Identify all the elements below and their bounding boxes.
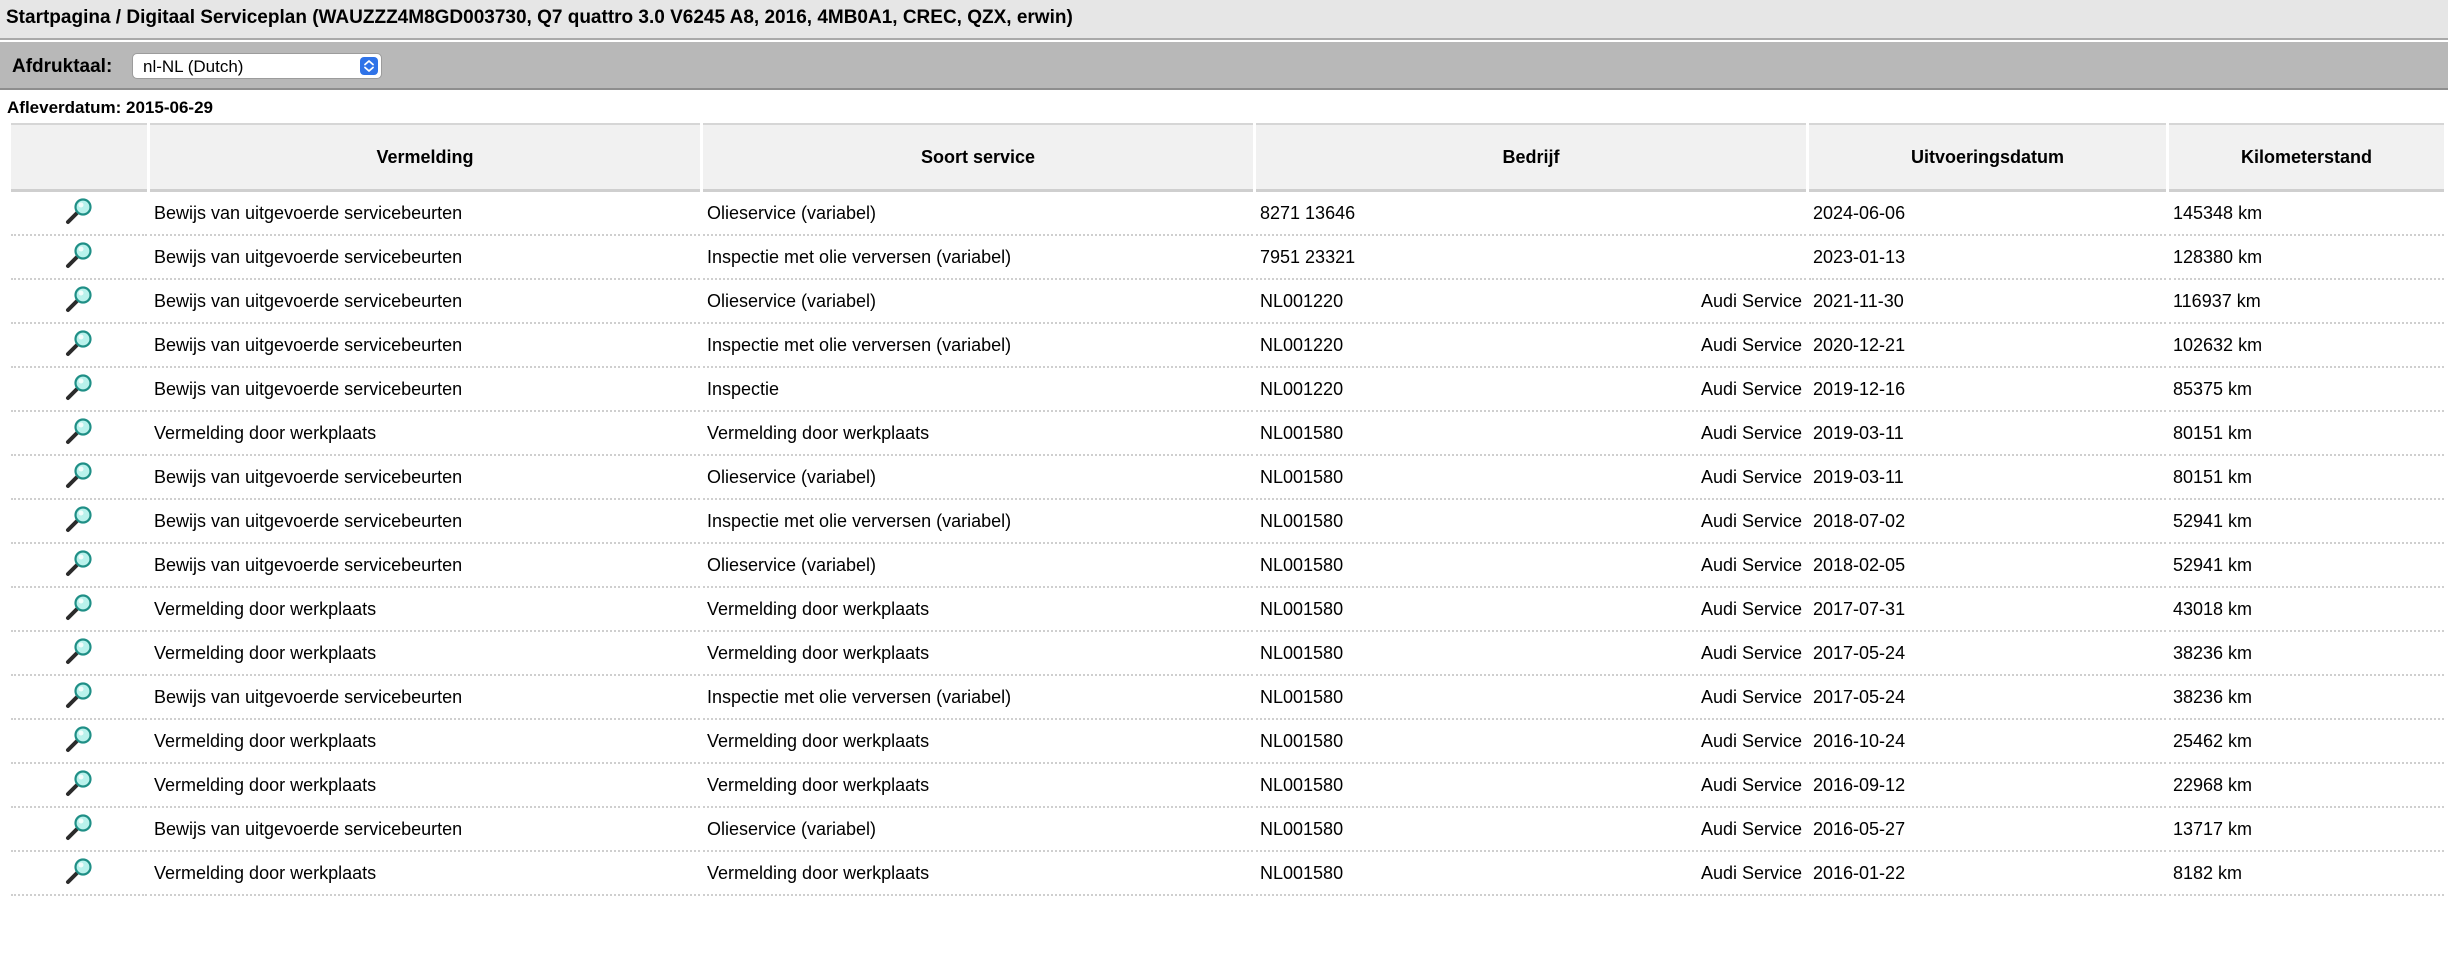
row-action-cell xyxy=(11,324,147,368)
magnifier-icon[interactable] xyxy=(64,724,94,759)
cell-company xyxy=(1256,324,1806,368)
cell-entry: Bewijs van uitgevoerde servicebeurten xyxy=(150,676,700,720)
cell-entry: Vermelding door werkplaats xyxy=(150,588,700,632)
print-language-label: Afdruktaal: xyxy=(12,56,113,77)
company-id: NL001580 xyxy=(1260,422,1344,443)
cell-service-type: Olieservice (variabel) xyxy=(703,456,1253,500)
magnifier-icon[interactable] xyxy=(64,416,94,451)
breadcrumb: Startpagina / Digitaal Serviceplan (WAUZZZ4M8GD003730, Q7 quattro 3.0 V6245 A8, 2016, 4MB0A1, CREC, QZX, erwin) xyxy=(6,7,1073,28)
cell-execution-date: 2021-11-30 xyxy=(1809,280,2166,324)
magnifier-icon[interactable] xyxy=(64,856,94,891)
table-row xyxy=(11,456,2444,500)
cell-execution-date: 2019-03-11 xyxy=(1809,412,2166,456)
cell-entry: Bewijs van uitgevoerde servicebeurten xyxy=(150,236,700,280)
row-action-cell xyxy=(11,764,147,808)
cell-service-type: Inspectie met olie verversen (variabel) xyxy=(703,500,1253,544)
cell-service-type: Vermelding door werkplaats xyxy=(703,764,1253,808)
cell-company xyxy=(1256,720,1806,764)
company-name: Audi Service xyxy=(1700,818,1802,839)
magnifier-icon[interactable] xyxy=(64,284,94,319)
updown-chevron-icon xyxy=(360,57,378,75)
cell-entry: Vermelding door werkplaats xyxy=(150,852,700,896)
cell-service-type: Vermelding door werkplaats xyxy=(703,412,1253,456)
company-name: Audi Service xyxy=(1700,334,1802,355)
cell-execution-date: 2023-01-13 xyxy=(1809,236,2166,280)
cell-mileage: 85375 km xyxy=(2169,368,2444,412)
company-name: Audi Service xyxy=(1700,290,1802,311)
cell-execution-date: 2016-05-27 xyxy=(1809,808,2166,852)
row-action-cell xyxy=(11,192,147,236)
magnifier-icon[interactable] xyxy=(64,328,94,363)
cell-company xyxy=(1256,368,1806,412)
table-row xyxy=(11,412,2444,456)
cell-company xyxy=(1256,852,1806,896)
cell-entry: Bewijs van uitgevoerde servicebeurten xyxy=(150,368,700,412)
cell-company xyxy=(1256,764,1806,808)
header-execution-date: Uitvoeringsdatum xyxy=(1809,123,2166,192)
company-id: NL001580 xyxy=(1260,466,1344,487)
company-name: Audi Service xyxy=(1700,598,1802,619)
magnifier-icon[interactable] xyxy=(64,240,94,275)
print-language-value: nl-NL (Dutch) xyxy=(143,57,244,76)
magnifier-icon[interactable] xyxy=(64,504,94,539)
cell-entry: Bewijs van uitgevoerde servicebeurten xyxy=(150,280,700,324)
company-id: NL001580 xyxy=(1260,642,1344,663)
company-id: NL001580 xyxy=(1260,686,1344,707)
cell-entry: Bewijs van uitgevoerde servicebeurten xyxy=(150,544,700,588)
cell-execution-date: 2018-07-02 xyxy=(1809,500,2166,544)
cell-company xyxy=(1256,676,1806,720)
company-name: Audi Service xyxy=(1700,686,1802,707)
cell-company xyxy=(1256,280,1806,324)
company-id: NL001580 xyxy=(1260,862,1344,883)
table-row xyxy=(11,280,2444,324)
table-row xyxy=(11,368,2444,412)
cell-mileage: 116937 km xyxy=(2169,280,2444,324)
table-row xyxy=(11,324,2444,368)
cell-company xyxy=(1256,632,1806,676)
cell-mileage: 80151 km xyxy=(2169,456,2444,500)
cell-mileage: 128380 km xyxy=(2169,236,2444,280)
company-name: Audi Service xyxy=(1700,774,1802,795)
cell-mileage: 13717 km xyxy=(2169,808,2444,852)
cell-entry: Bewijs van uitgevoerde servicebeurten xyxy=(150,500,700,544)
cell-execution-date: 2017-07-31 xyxy=(1809,588,2166,632)
magnifier-icon[interactable] xyxy=(64,372,94,407)
cell-mileage: 43018 km xyxy=(2169,588,2444,632)
cell-mileage: 102632 km xyxy=(2169,324,2444,368)
row-action-cell xyxy=(11,412,147,456)
cell-execution-date: 2017-05-24 xyxy=(1809,632,2166,676)
company-id: 8271 13646 xyxy=(1260,202,1356,223)
company-name: Audi Service xyxy=(1700,730,1802,751)
cell-mileage: 8182 km xyxy=(2169,852,2444,896)
cell-mileage: 38236 km xyxy=(2169,676,2444,720)
cell-service-type: Inspectie met olie verversen (variabel) xyxy=(703,236,1253,280)
cell-execution-date: 2016-01-22 xyxy=(1809,852,2166,896)
table-row xyxy=(11,808,2444,852)
cell-company xyxy=(1256,500,1806,544)
row-action-cell xyxy=(11,720,147,764)
magnifier-icon[interactable] xyxy=(64,196,94,231)
cell-entry: Bewijs van uitgevoerde servicebeurten xyxy=(150,192,700,236)
row-action-cell xyxy=(11,588,147,632)
cell-service-type: Olieservice (variabel) xyxy=(703,192,1253,236)
header-service-type: Soort service xyxy=(703,123,1253,192)
company-id: NL001580 xyxy=(1260,818,1344,839)
company-id: NL001580 xyxy=(1260,598,1344,619)
magnifier-icon[interactable] xyxy=(64,812,94,847)
cell-mileage: 145348 km xyxy=(2169,192,2444,236)
cell-mileage: 22968 km xyxy=(2169,764,2444,808)
company-id: NL001580 xyxy=(1260,774,1344,795)
row-action-cell xyxy=(11,280,147,324)
cell-mileage: 52941 km xyxy=(2169,544,2444,588)
title-bar xyxy=(0,0,2448,40)
company-id: NL001580 xyxy=(1260,554,1344,575)
company-id: NL001580 xyxy=(1260,730,1344,751)
cell-company xyxy=(1256,588,1806,632)
header-entry: Vermelding xyxy=(150,123,700,192)
table-row xyxy=(11,852,2444,896)
cell-company xyxy=(1256,192,1806,236)
magnifier-icon[interactable] xyxy=(64,680,94,715)
magnifier-icon[interactable] xyxy=(64,768,94,803)
delivery-date: Afleverdatum: 2015-06-29 xyxy=(7,98,213,117)
cell-service-type: Inspectie met olie verversen (variabel) xyxy=(703,324,1253,368)
company-name: Audi Service xyxy=(1700,510,1802,531)
magnifier-icon[interactable] xyxy=(64,592,94,627)
row-action-cell xyxy=(11,808,147,852)
row-action-cell xyxy=(11,632,147,676)
cell-execution-date: 2020-12-21 xyxy=(1809,324,2166,368)
cell-service-type: Vermelding door werkplaats xyxy=(703,588,1253,632)
cell-entry: Vermelding door werkplaats xyxy=(150,632,700,676)
cell-mileage: 25462 km xyxy=(2169,720,2444,764)
print-language-select[interactable] xyxy=(132,53,382,79)
cell-service-type: Olieservice (variabel) xyxy=(703,808,1253,852)
cell-entry: Vermelding door werkplaats xyxy=(150,764,700,808)
header-company: Bedrijf xyxy=(1256,123,1806,192)
cell-service-type: Vermelding door werkplaats xyxy=(703,852,1253,896)
row-action-cell xyxy=(11,368,147,412)
company-name: Audi Service xyxy=(1700,642,1802,663)
row-action-cell xyxy=(11,544,147,588)
cell-execution-date: 2018-02-05 xyxy=(1809,544,2166,588)
cell-service-type: Olieservice (variabel) xyxy=(703,544,1253,588)
header-mileage: Kilometerstand xyxy=(2169,123,2444,192)
cell-entry: Bewijs van uitgevoerde servicebeurten xyxy=(150,324,700,368)
cell-entry: Vermelding door werkplaats xyxy=(150,720,700,764)
table-row xyxy=(11,192,2444,236)
cell-mileage: 80151 km xyxy=(2169,412,2444,456)
cell-service-type: Olieservice (variabel) xyxy=(703,280,1253,324)
cell-execution-date: 2019-03-11 xyxy=(1809,456,2166,500)
service-history-table xyxy=(8,123,2447,896)
company-id: NL001580 xyxy=(1260,510,1344,531)
magnifier-icon[interactable] xyxy=(64,548,94,583)
row-action-cell xyxy=(11,236,147,280)
cell-company xyxy=(1256,808,1806,852)
cell-service-type: Vermelding door werkplaats xyxy=(703,720,1253,764)
cell-execution-date: 2017-05-24 xyxy=(1809,676,2166,720)
cell-entry: Bewijs van uitgevoerde servicebeurten xyxy=(150,808,700,852)
cell-mileage: 52941 km xyxy=(2169,500,2444,544)
cell-service-type: Inspectie met olie verversen (variabel) xyxy=(703,676,1253,720)
cell-service-type: Vermelding door werkplaats xyxy=(703,632,1253,676)
cell-company xyxy=(1256,236,1806,280)
company-id: NL001220 xyxy=(1260,290,1344,311)
row-action-cell xyxy=(11,456,147,500)
magnifier-icon[interactable] xyxy=(64,460,94,495)
company-name: Audi Service xyxy=(1700,378,1802,399)
row-action-cell xyxy=(11,676,147,720)
table-row xyxy=(11,544,2444,588)
table-row xyxy=(11,236,2444,280)
header-action xyxy=(11,123,147,192)
cell-service-type: Inspectie xyxy=(703,368,1253,412)
cell-execution-date: 2019-12-16 xyxy=(1809,368,2166,412)
cell-execution-date: 2016-09-12 xyxy=(1809,764,2166,808)
cell-company xyxy=(1256,412,1806,456)
company-name: Audi Service xyxy=(1700,554,1802,575)
table-row xyxy=(11,720,2444,764)
row-action-cell xyxy=(11,500,147,544)
cell-execution-date: 2016-10-24 xyxy=(1809,720,2166,764)
cell-company xyxy=(1256,456,1806,500)
table-header-row xyxy=(11,123,2444,192)
magnifier-icon[interactable] xyxy=(64,636,94,671)
company-id: 7951 23321 xyxy=(1260,246,1356,267)
company-name: Audi Service xyxy=(1700,862,1802,883)
company-id: NL001220 xyxy=(1260,378,1344,399)
cell-entry: Bewijs van uitgevoerde servicebeurten xyxy=(150,456,700,500)
cell-entry: Vermelding door werkplaats xyxy=(150,412,700,456)
table-row xyxy=(11,676,2444,720)
cell-mileage: 38236 km xyxy=(2169,632,2444,676)
table-row xyxy=(11,632,2444,676)
company-name: Audi Service xyxy=(1700,466,1802,487)
language-bar xyxy=(0,42,2448,90)
company-name: Audi Service xyxy=(1700,422,1802,443)
cell-execution-date: 2024-06-06 xyxy=(1809,192,2166,236)
row-action-cell xyxy=(11,852,147,896)
cell-company xyxy=(1256,544,1806,588)
table-row xyxy=(11,764,2444,808)
table-row xyxy=(11,588,2444,632)
table-row xyxy=(11,500,2444,544)
company-id: NL001220 xyxy=(1260,334,1344,355)
